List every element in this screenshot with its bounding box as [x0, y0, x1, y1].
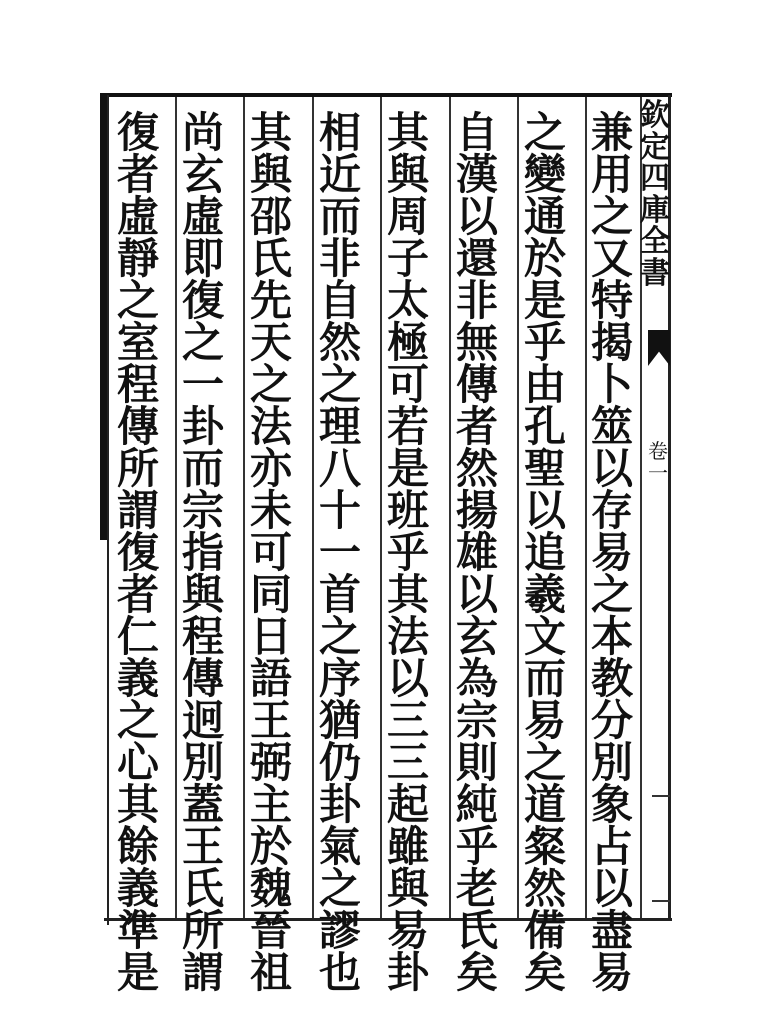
column-2-char: 粲 [523, 822, 566, 871]
column-3-char: 以 [455, 570, 498, 619]
column-4-char: 乎 [386, 528, 429, 577]
column-3-char: 老 [455, 864, 498, 913]
column-6-char: 與 [249, 150, 292, 199]
text-column-1 [584, 108, 640, 997]
column-5-char: 非 [318, 234, 361, 283]
column-4-char: 班 [386, 486, 429, 535]
column-6-char: 亦 [249, 444, 292, 493]
column-1-char: 揭 [590, 318, 633, 367]
column-8-char: 程 [116, 360, 159, 409]
column-7-char: 傳 [181, 654, 224, 703]
column-5-char: 氣 [318, 822, 361, 871]
column-8-char: 義 [116, 654, 159, 703]
book-title [640, 100, 670, 289]
text-column-3 [449, 108, 505, 997]
text-column-2 [517, 108, 573, 997]
column-3-char: 玄 [455, 612, 498, 661]
column-6-char: 未 [249, 486, 292, 535]
column-4-char: 起 [386, 780, 429, 829]
column-1-char: 之 [590, 192, 633, 241]
fish-tail-mark [648, 330, 670, 366]
margin-tick [652, 795, 670, 797]
title-char: 四 [640, 161, 670, 196]
column-3-char: 純 [455, 780, 498, 829]
column-4-char: 卦 [386, 948, 429, 997]
column-1-char: 象 [590, 780, 633, 829]
column-4-char: 可 [386, 360, 429, 409]
column-6-char: 同 [249, 570, 292, 619]
column-3-char: 揚 [455, 486, 498, 535]
column-6-char: 晉 [249, 906, 292, 955]
column-2-char: 文 [523, 612, 566, 661]
column-4-char: 以 [386, 654, 429, 703]
column-2-char: 變 [523, 150, 566, 199]
column-6-char: 王 [249, 696, 292, 745]
column-8-char: 復 [116, 528, 159, 577]
margin-tick [652, 900, 670, 902]
column-2-char: 羲 [523, 570, 566, 619]
column-3-char: 以 [455, 192, 498, 241]
column-8-char: 義 [116, 864, 159, 913]
column-2-char: 易 [523, 696, 566, 745]
column-2-char: 備 [523, 906, 566, 955]
column-7-char: 尚 [181, 108, 224, 157]
column-8-char: 餘 [116, 822, 159, 871]
column-2-char: 孔 [523, 402, 566, 451]
column-1-char: 易 [590, 528, 633, 577]
column-6-char: 祖 [249, 948, 292, 997]
column-3-char: 非 [455, 276, 498, 325]
column-5-char: 相 [318, 108, 361, 157]
column-8-char: 所 [116, 444, 159, 493]
column-8-char: 復 [116, 108, 159, 157]
column-7-char: 卦 [181, 402, 224, 451]
column-1-char: 盡 [590, 906, 633, 955]
column-5-char: 近 [318, 150, 361, 199]
title-char: 欽 [640, 98, 670, 133]
column-3-char: 則 [455, 738, 498, 787]
column-8-char: 靜 [116, 234, 159, 283]
column-7-char: 所 [181, 906, 224, 955]
title-char: 定 [640, 129, 670, 165]
column-6-char: 日 [249, 612, 292, 661]
column-1-char: 筮 [590, 402, 633, 451]
column-4-char: 法 [386, 612, 429, 661]
column-4-char: 易 [386, 906, 429, 955]
column-8-char: 心 [116, 738, 159, 787]
column-5-char: 仍 [318, 738, 361, 787]
column-1-char: 又 [590, 234, 633, 283]
column-3-char: 雄 [455, 528, 498, 577]
column-7-char: 別 [181, 738, 224, 787]
column-7-char: 宗 [181, 486, 224, 535]
column-6-char: 先 [249, 276, 292, 325]
column-3-char: 傳 [455, 360, 498, 409]
column-4-char: 與 [386, 864, 429, 913]
text-column-6 [243, 108, 299, 997]
column-5-char: 謬 [318, 906, 361, 955]
column-7-char: 一 [181, 360, 224, 409]
column-5-char: 首 [318, 570, 361, 619]
column-1-char: 占 [590, 822, 633, 871]
column-4-char: 其 [386, 108, 429, 157]
column-3-char: 氏 [455, 906, 498, 955]
column-8-char: 虛 [116, 192, 159, 241]
column-8-char: 是 [116, 948, 159, 997]
column-6-char: 主 [249, 780, 292, 829]
column-7-char: 而 [181, 444, 224, 493]
column-4-char: 三 [386, 696, 429, 745]
column-6-char: 可 [249, 528, 292, 577]
column-5-char: 之 [318, 864, 361, 913]
column-1-char: 用 [590, 150, 633, 199]
column-2-char: 之 [523, 738, 566, 787]
column-7-char: 謂 [181, 948, 224, 997]
column-1-char: 以 [590, 864, 633, 913]
column-4-char: 與 [386, 150, 429, 199]
column-8-char: 者 [116, 150, 159, 199]
column-2-char: 矣 [523, 948, 566, 997]
column-6-char: 邵 [249, 192, 292, 241]
column-8-char: 其 [116, 780, 159, 829]
column-1-char: 特 [590, 276, 633, 325]
column-4-char: 太 [386, 276, 429, 325]
title-char: 庫 [640, 192, 670, 228]
text-column-4 [380, 108, 436, 997]
column-1-char: 分 [590, 696, 633, 745]
column-1-char: 卜 [590, 360, 633, 409]
column-5-char: 而 [318, 192, 361, 241]
column-7-char: 蓋 [181, 780, 224, 829]
column-7-char: 迥 [181, 696, 224, 745]
column-6-char: 魏 [249, 864, 292, 913]
frame-left-inner-border [107, 95, 109, 925]
column-1-char: 存 [590, 486, 633, 535]
volume-label [646, 440, 670, 484]
column-4-char: 三 [386, 738, 429, 787]
column-1-char: 教 [590, 654, 633, 703]
column-2-char: 由 [523, 360, 566, 409]
volume-char: 一 [648, 461, 668, 485]
column-1-char: 以 [590, 444, 633, 493]
column-5-char: 一 [318, 528, 361, 577]
column-4-char: 是 [386, 444, 429, 493]
column-4-char: 其 [386, 570, 429, 619]
column-6-char: 之 [249, 360, 292, 409]
column-5-char: 之 [318, 612, 361, 661]
column-2-char: 於 [523, 234, 566, 283]
column-8-char: 之 [116, 276, 159, 325]
column-6-char: 語 [249, 654, 292, 703]
column-3-char: 還 [455, 234, 498, 283]
column-3-char: 者 [455, 402, 498, 451]
column-8-char: 之 [116, 696, 159, 745]
column-1-char: 本 [590, 612, 633, 661]
column-3-char: 自 [455, 108, 498, 157]
column-2-char: 之 [523, 108, 566, 157]
column-3-char: 為 [455, 654, 498, 703]
column-3-char: 宗 [455, 696, 498, 745]
column-1-char: 兼 [590, 108, 633, 157]
column-8-char: 室 [116, 318, 159, 367]
column-2-char: 聖 [523, 444, 566, 493]
column-5-char: 之 [318, 360, 361, 409]
column-5-char: 十 [318, 486, 361, 535]
column-7-char: 玄 [181, 150, 224, 199]
column-4-char: 周 [386, 192, 429, 241]
title-char: 書 [640, 255, 670, 291]
column-6-char: 法 [249, 402, 292, 451]
column-7-char: 虛 [181, 192, 224, 241]
column-2-char: 是 [523, 276, 566, 325]
column-7-char: 程 [181, 612, 224, 661]
column-5-char: 然 [318, 318, 361, 367]
column-7-char: 王 [181, 822, 224, 871]
column-8-char: 仁 [116, 612, 159, 661]
text-column-7 [175, 108, 231, 997]
column-3-char: 乎 [455, 822, 498, 871]
column-3-char: 然 [455, 444, 498, 493]
column-3-char: 漢 [455, 150, 498, 199]
column-8-char: 傳 [116, 402, 159, 451]
title-char: 全 [640, 224, 670, 259]
column-2-char: 然 [523, 864, 566, 913]
column-4-char: 雖 [386, 822, 429, 871]
column-7-char: 即 [181, 234, 224, 283]
column-1-char: 之 [590, 570, 633, 619]
column-7-char: 之 [181, 318, 224, 367]
column-1-char: 易 [590, 948, 633, 997]
column-2-char: 以 [523, 486, 566, 535]
column-4-char: 極 [386, 318, 429, 367]
column-2-char: 道 [523, 780, 566, 829]
column-2-char: 乎 [523, 318, 566, 367]
text-column-8 [110, 108, 166, 997]
column-6-char: 天 [249, 318, 292, 367]
column-5-char: 序 [318, 654, 361, 703]
column-5-char: 自 [318, 276, 361, 325]
column-8-char: 謂 [116, 486, 159, 535]
column-6-char: 於 [249, 822, 292, 871]
column-6-char: 其 [249, 108, 292, 157]
column-5-char: 八 [318, 444, 361, 493]
frame-left-border [100, 95, 107, 540]
column-7-char: 氏 [181, 864, 224, 913]
column-6-char: 弼 [249, 738, 292, 787]
column-4-char: 若 [386, 402, 429, 451]
column-3-char: 無 [455, 318, 498, 367]
column-3-char: 矣 [455, 948, 498, 997]
column-7-char: 指 [181, 528, 224, 577]
text-column-5 [312, 108, 368, 997]
column-4-char: 子 [386, 234, 429, 283]
column-8-char: 準 [116, 906, 159, 955]
column-7-char: 復 [181, 276, 224, 325]
column-2-char: 追 [523, 528, 566, 577]
column-5-char: 理 [318, 402, 361, 451]
column-6-char: 氏 [249, 234, 292, 283]
column-5-char: 也 [318, 948, 361, 997]
column-7-char: 與 [181, 570, 224, 619]
column-1-char: 別 [590, 738, 633, 787]
column-5-char: 猶 [318, 696, 361, 745]
column-8-char: 者 [116, 570, 159, 619]
volume-char: 卷 [648, 439, 668, 463]
column-2-char: 而 [523, 654, 566, 703]
column-5-char: 卦 [318, 780, 361, 829]
column-2-char: 通 [523, 192, 566, 241]
